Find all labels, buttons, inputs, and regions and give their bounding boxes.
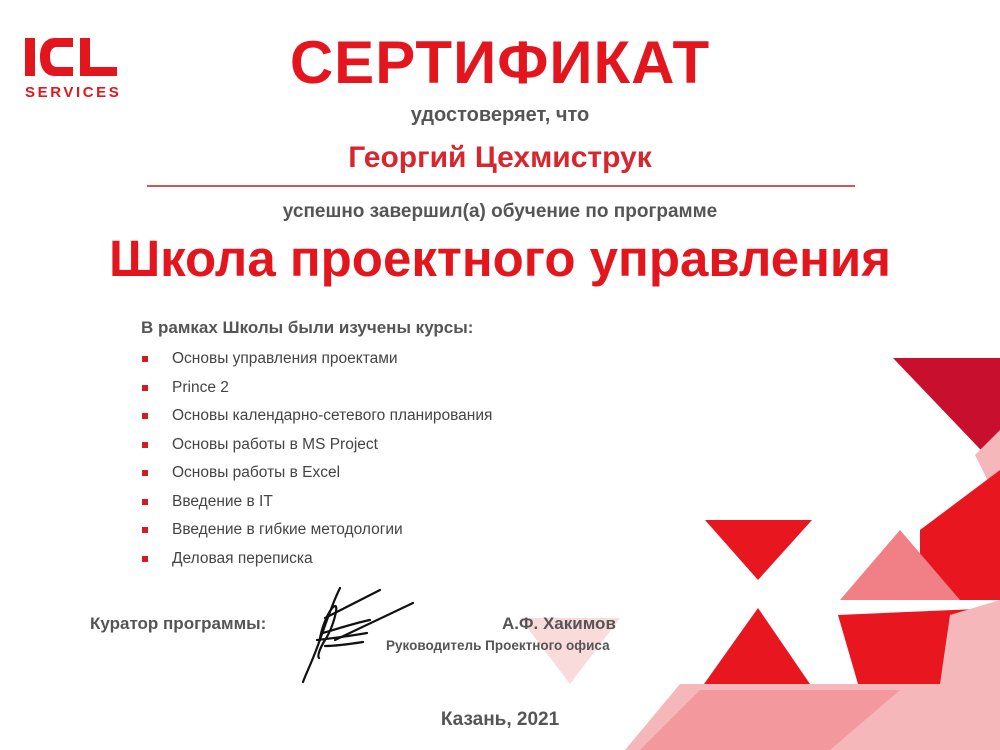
course-label: Введение в IT — [172, 492, 273, 510]
course-label: Деловая переписка — [172, 549, 313, 567]
completed-text: успешно завершил(а) обучение по программе — [282, 201, 718, 222]
deco-red-down-triangle — [705, 520, 812, 580]
bullet-icon — [142, 413, 148, 419]
course-label: Основы календарно-сетевого планирования — [172, 407, 493, 424]
course-label: Введение в гибкие методологии — [172, 521, 403, 538]
course-label: Prince 2 — [172, 378, 229, 396]
curator-label: Куратор программы: — [90, 614, 267, 633]
course-item — [140, 462, 492, 491]
course-item — [140, 348, 492, 377]
handwritten-signature — [295, 578, 425, 688]
logo-services-text: SERVICES — [25, 84, 122, 101]
deco-red-up-triangle — [704, 608, 810, 684]
bullet-icon — [142, 470, 148, 476]
course-label: Основы работы в Excel — [172, 464, 341, 481]
bullet-icon — [142, 442, 148, 448]
course-item — [140, 405, 492, 434]
recipient-name: Георгий Цехмиструк — [348, 141, 652, 174]
certificate-title: СЕРТИФИКАТ — [289, 29, 711, 96]
certifies-text: удостоверяет, что — [410, 104, 590, 126]
course-item — [140, 377, 492, 406]
name-underline — [147, 185, 855, 187]
course-item — [140, 434, 492, 463]
course-item — [140, 491, 492, 520]
place-and-year: Казань, 2021 — [440, 709, 560, 730]
bullet-icon — [142, 385, 148, 391]
course-list — [140, 348, 492, 576]
course-item — [140, 548, 492, 577]
bullet-icon — [142, 356, 148, 362]
bullet-icon — [142, 499, 148, 505]
bullet-icon — [142, 556, 148, 562]
bullet-icon — [142, 527, 148, 533]
course-label: Основы управления проектами — [172, 350, 398, 367]
course-label: Основы работы в MS Project — [172, 435, 378, 453]
signer-name: А.Ф. Хакимов — [502, 614, 616, 633]
course-item — [140, 519, 492, 548]
signer-role: Руководитель Проектного офиса — [386, 638, 610, 653]
courses-heading: В рамках Школы были изучены курсы: — [141, 318, 474, 337]
program-name: Школа проектного управления — [108, 230, 892, 287]
